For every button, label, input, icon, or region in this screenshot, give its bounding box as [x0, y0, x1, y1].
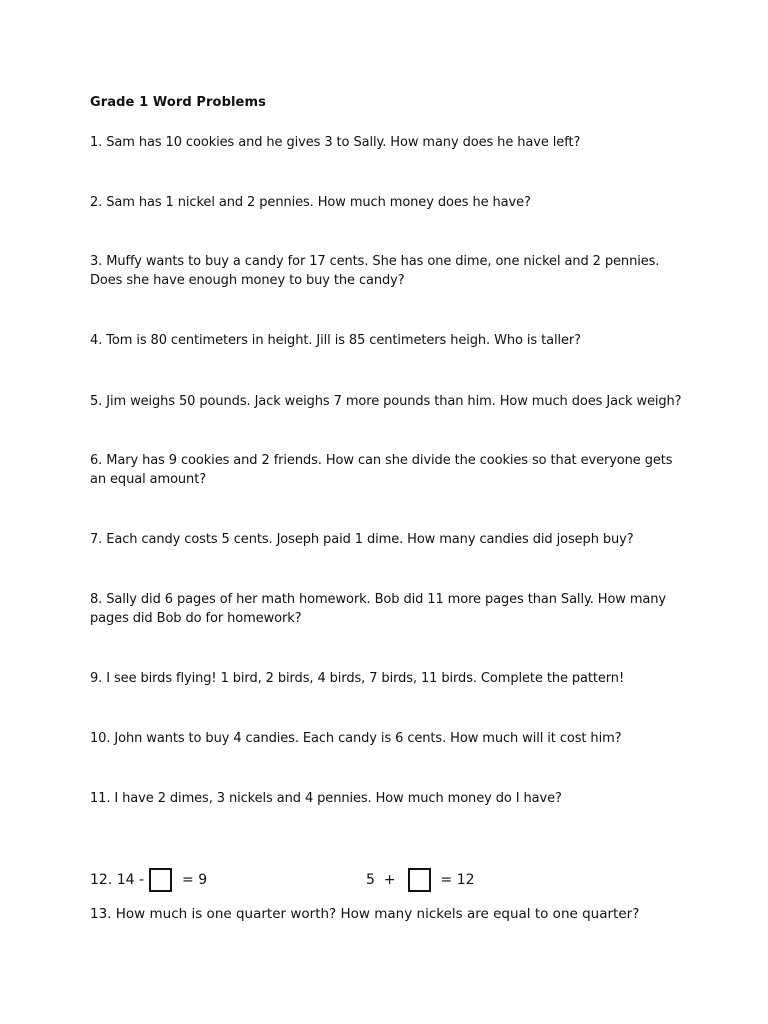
question-12-equation-2 [366, 866, 475, 894]
question-line: 1. Sam has 10 cookies and he gives 3 to Sally. How many does he have left? [90, 135, 581, 150]
question-4 [90, 331, 690, 350]
question-1 [90, 133, 690, 152]
question-3 [90, 252, 690, 290]
question-line: 3. Muffy wants to buy a candy for 17 cents. She has one dime, one nickel and 2 pennies. [90, 254, 660, 269]
question-12-equation-1 [90, 866, 207, 894]
question-9 [90, 669, 690, 688]
page-title: Grade 1 Word Problems [90, 95, 266, 110]
equation-right: = 12 [440, 872, 475, 888]
question-line: pages did Bob do for homework? [90, 611, 302, 626]
question-line: 6. Mary has 9 cookies and 2 friends. How can she divide the cookies so that everyone gets [90, 453, 673, 468]
answer-box[interactable] [408, 868, 431, 892]
question-line: an equal amount? [90, 472, 206, 487]
question-8 [90, 590, 690, 628]
equation-left: 12. 14 - [90, 872, 145, 888]
question-6 [90, 451, 690, 489]
question-line: Does she have enough money to buy the candy? [90, 273, 405, 288]
question-line: 9. I see birds flying! 1 bird, 2 birds, 4 birds, 7 birds, 11 birds. Complete the pattern! [90, 671, 625, 686]
question-line: 2. Sam has 1 nickel and 2 pennies. How much money does he have? [90, 195, 531, 210]
question-11 [90, 789, 690, 808]
question-line: 11. I have 2 dimes, 3 nickels and 4 pennies. How much money do I have? [90, 791, 562, 806]
question-5 [90, 392, 690, 411]
question-2 [90, 193, 690, 212]
answer-box[interactable] [149, 868, 172, 892]
equation-right: = 9 [182, 872, 208, 888]
question-line: 8. Sally did 6 pages of her math homework. Bob did 11 more pages than Sally. How many [90, 592, 667, 607]
question-line: 4. Tom is 80 centimeters in height. Jill is 85 centimeters heigh. Who is taller? [90, 333, 581, 348]
question-10 [90, 729, 690, 748]
question-13: 13. How much is one quarter worth? How many nickels are equal to one quarter? [90, 906, 640, 922]
question-line: 5. Jim weighs 50 pounds. Jack weighs 7 more pounds than him. How much does Jack weigh? [90, 394, 682, 409]
question-line: 10. John wants to buy 4 candies. Each candy is 6 cents. How much will it cost him? [90, 731, 622, 746]
question-line: 7. Each candy costs 5 cents. Joseph paid 1 dime. How many candies did joseph buy? [90, 532, 634, 547]
equation-left: 5 + [366, 872, 396, 888]
question-7 [90, 530, 690, 549]
